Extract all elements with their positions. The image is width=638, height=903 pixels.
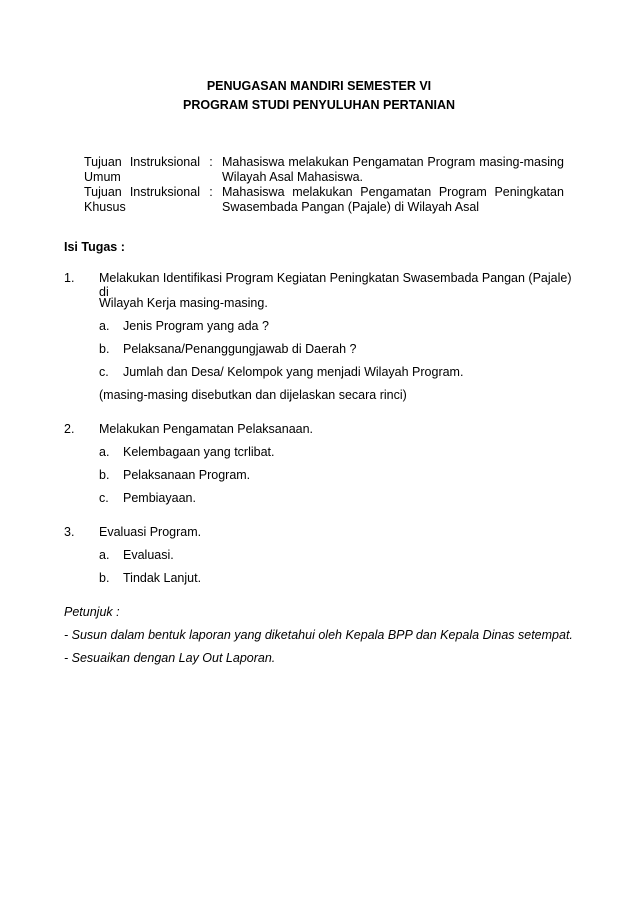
instruction-item: - Susun dalam bentuk laporan yang diketahui oleh Kepala BPP dan Kepala Dinas setempat.	[64, 628, 573, 642]
objectives-table	[84, 155, 564, 215]
objective-general-row	[84, 155, 564, 185]
colon: :	[209, 185, 213, 199]
task-text: Evaluasi Program.	[99, 525, 202, 539]
task-text: Melakukan Identifikasi Program Kegiatan Peningkatan Swasembada Pangan (Pajale) di	[99, 271, 572, 299]
justified-line	[222, 185, 564, 200]
document-page: PENUGASAN MANDIRI SEMESTER VI PROGRAM STUDI PENYULUHAN PERTANIAN Tujuan Instruksional Umum : Mahasiswa melakukan Pengamatan Program masing-masing Wilayah Asal Mahasiswa. Tujuan Instruksional Khusus : Mahasiswa melakukan Pengamatan Program Peningkatan Swasembada Pangan (Pajale) di Wilayah Asal Isi Tugas : 1. Melakukan Identifikasi Program Kegiatan Peningkatan Swasembada Pangan (Pajale) di Wilayah Kerja masing-masing. a. Jenis Program yang ada ? b. Pelaksana/Penanggungjawab di Daerah ? c. Jumlah dan Desa/ Kelompok yang menjadi Wilayah Program. (masing-masing disebutkan dan dijelaskan secara rinci) 2. Melakukan Pengamatan Pelaksanaan. a. Kelembagaan yang tcrlibat. b. Pelaksanaan Program. c. Pembiayaan. 3. Evaluasi Program. a. Evaluasi. b. Tindak Lanjut. Petunjuk : - Susun dalam bentuk laporan yang diketahui oleh Kepala BPP dan Kepala Dinas setempat. - Sesuaikan dengan Lay Out Laporan.	[0, 0, 638, 903]
task-note: (masing-masing disebutkan dan dijelaskan secara rinci)	[99, 388, 407, 402]
task-number: 2.	[64, 422, 75, 436]
objective-specific-label: Tujuan Instruksional Khusus	[84, 185, 200, 214]
objective-general-value: Mahasiswa melakukan Pengamatan Program masing-masing Wilayah Asal Mahasiswa.	[222, 155, 564, 184]
justified-line	[222, 155, 564, 170]
instruction-item: - Sesuaikan dengan Lay Out Laporan.	[64, 651, 276, 665]
word: melakukan	[292, 185, 353, 199]
word: Program	[427, 155, 476, 169]
word: Program	[438, 185, 487, 199]
colon: :	[209, 155, 213, 169]
word: melakukan	[288, 155, 349, 169]
document-title: PENUGASAN MANDIRI SEMESTER VI	[206, 79, 432, 93]
task-text-continuation: Wilayah Kerja masing-masing.	[99, 296, 268, 310]
instructions-heading: Petunjuk :	[64, 605, 120, 619]
objective-specific-value: Mahasiswa melakukan Pengamatan Program Peningkatan Swasembada Pangan (Pajale) di Wilayah Asal	[222, 185, 564, 214]
objective-specific-row	[84, 185, 564, 215]
word: Pengamatan	[352, 155, 424, 169]
word: masing-masing	[479, 155, 564, 169]
objective-general-label: Tujuan Instruksional Umum	[84, 155, 200, 184]
task-number: 1.	[64, 271, 75, 285]
task-number: 3.	[64, 525, 75, 539]
task-text: Melakukan Pengamatan Pelaksanaan.	[99, 422, 314, 436]
task-heading: Isi Tugas :	[64, 240, 125, 254]
word: Mahasiswa	[222, 185, 285, 199]
word: Peningkatan	[494, 185, 564, 199]
document-subtitle: PROGRAM STUDI PENYULUHAN PERTANIAN	[183, 98, 455, 112]
word: Mahasiswa	[222, 155, 285, 169]
word: Pengamatan	[360, 185, 432, 199]
